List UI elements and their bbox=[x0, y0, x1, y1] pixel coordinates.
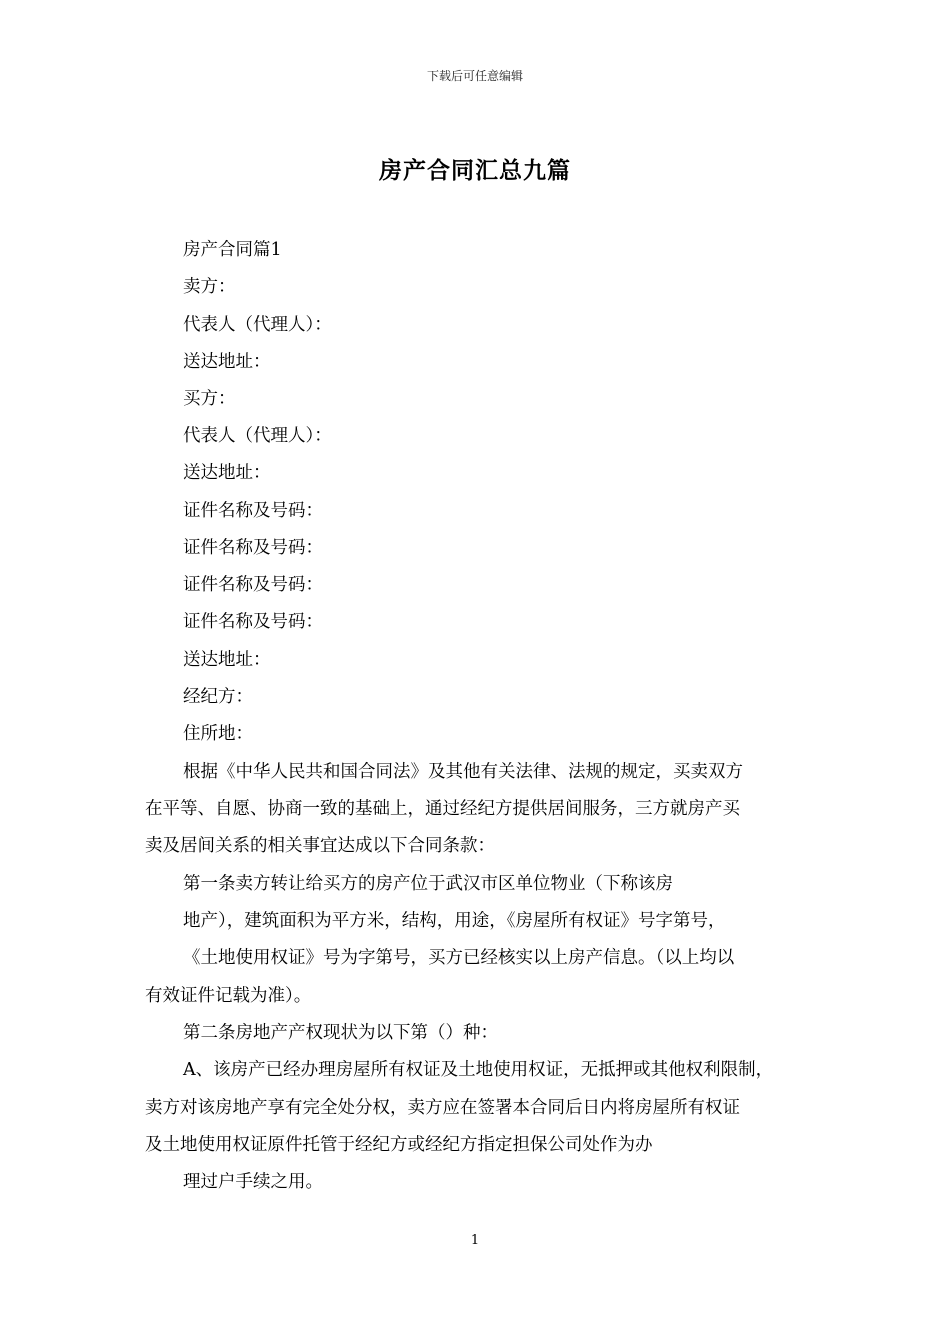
broker-label: 经纪方： bbox=[183, 687, 253, 707]
paragraph-line: 根据《中华人民共和国合同法》及其他有关法律、法规的规定，买卖双方 bbox=[183, 762, 743, 782]
page-header-note: 下载后可任意编辑 bbox=[426, 69, 523, 83]
seller-representative-label: 代表人（代理人）： bbox=[183, 315, 332, 335]
broker-domicile-label: 住所地： bbox=[183, 724, 253, 744]
id-document-label: 证件名称及号码： bbox=[183, 612, 323, 632]
option-a-line: 及土地使用权证原件托管于经纪方或经纪方指定担保公司处作为办 bbox=[145, 1135, 653, 1155]
id-document-label: 证件名称及号码： bbox=[183, 538, 323, 558]
article-one-line: 地产），建筑面积为平方米，结构，用途，《房屋所有权证》号字第号， bbox=[183, 911, 726, 931]
paragraph-line: 在平等、自愿、协商一致的基础上，通过经纪方提供居间服务，三方就房产买 bbox=[145, 799, 740, 819]
article-two-line: 第二条房地产产权现状为以下第（）种： bbox=[183, 1023, 498, 1043]
buyer-address-label: 送达地址： bbox=[183, 463, 271, 483]
option-a-line: A、该房产已经办理房屋所有权证及土地使用权证，无抵押或其他权利限制， bbox=[183, 1060, 774, 1080]
option-a-line: 卖方对该房地产享有完全处分权，卖方应在签署本合同后日内将房屋所有权证 bbox=[145, 1098, 740, 1118]
id-document-label: 证件名称及号码： bbox=[183, 575, 323, 595]
option-a-line: 理过户手续之用。 bbox=[183, 1172, 323, 1192]
id-document-label: 证件名称及号码： bbox=[183, 501, 323, 521]
section-heading: 房产合同篇1 bbox=[183, 240, 282, 260]
article-one-line: 《土地使用权证》号为字第号，买方已经核实以上房产信息。（以上均以 bbox=[183, 948, 735, 968]
buyer-representative-label: 代表人（代理人）： bbox=[183, 426, 332, 446]
paragraph-line: 卖及居间关系的相关事宜达成以下合同条款： bbox=[145, 836, 495, 856]
article-one-line: 第一条卖方转让给买方的房产位于武汉市区单位物业（下称该房 bbox=[183, 874, 673, 894]
document-title: 房产合同汇总九篇 bbox=[379, 157, 571, 184]
page-number: 1 bbox=[470, 1233, 480, 1248]
seller-label: 卖方： bbox=[183, 277, 236, 297]
seller-address-label: 送达地址： bbox=[183, 352, 271, 372]
delivery-address-label: 送达地址： bbox=[183, 650, 271, 670]
article-one-line: 有效证件记载为准）。 bbox=[145, 986, 312, 1006]
buyer-label: 买方： bbox=[183, 389, 236, 409]
